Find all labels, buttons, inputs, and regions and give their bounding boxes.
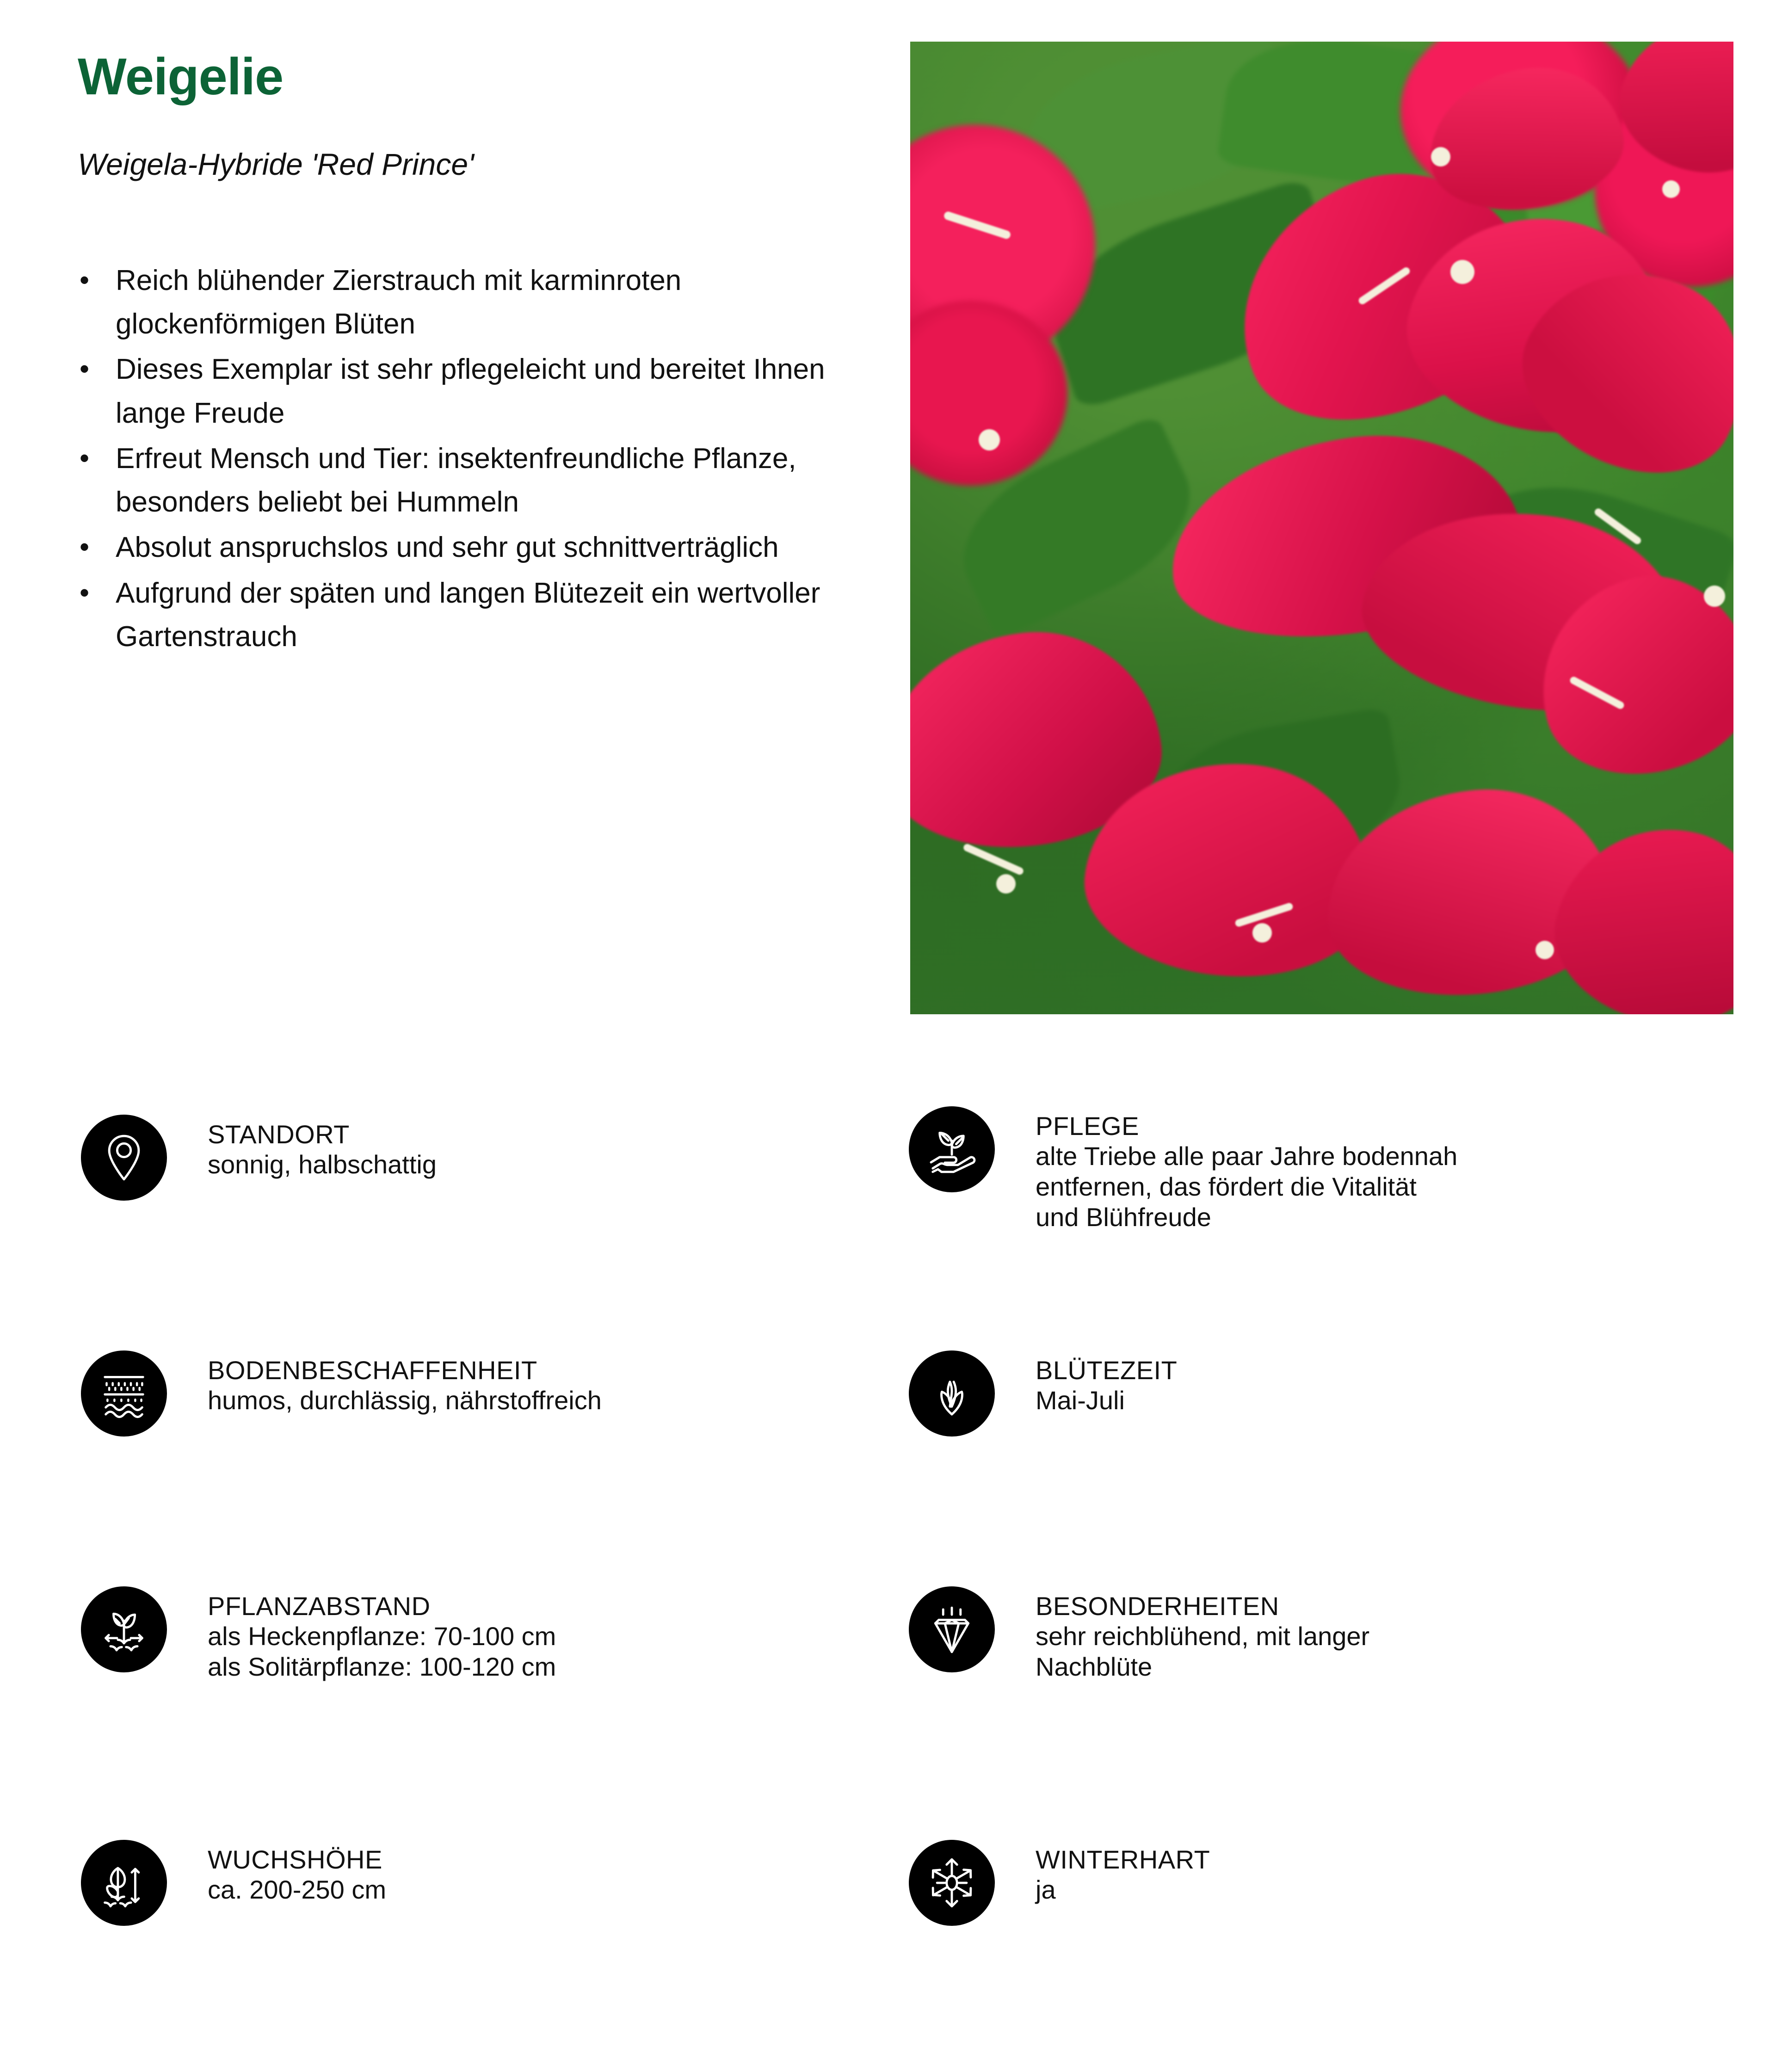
fact-boden bbox=[81, 1350, 602, 1437]
fact-value-line: humos, durchlässig, nährstoffreich bbox=[208, 1385, 602, 1415]
fact-value-line: ja bbox=[1036, 1875, 1056, 1904]
fact-standort bbox=[81, 1115, 437, 1201]
fact-text bbox=[208, 1586, 556, 1682]
fact-text bbox=[208, 1350, 602, 1416]
list-item bbox=[69, 259, 902, 346]
fact-value-line: Nachblüte bbox=[1036, 1652, 1153, 1681]
list-item-text: Absolut anspruchslos und sehr gut schnittverträglich bbox=[116, 531, 779, 564]
fact-text bbox=[1036, 1840, 1210, 1905]
plant-spacing-icon bbox=[81, 1586, 167, 1672]
list-item bbox=[69, 437, 902, 524]
fact-value bbox=[1036, 1385, 1177, 1416]
list-item-text: Dieses Exemplar ist sehr pflegeleicht und bereitet Ihnen lange Freude bbox=[116, 353, 825, 429]
fact-value-line: als Solitärpflanze: 100-120 cm bbox=[208, 1652, 556, 1681]
list-item bbox=[69, 572, 902, 659]
fact-text bbox=[1036, 1586, 1369, 1682]
fact-label: BLÜTEZEIT bbox=[1036, 1356, 1178, 1385]
seedling-in-hand-icon bbox=[909, 1106, 995, 1192]
bullet-marker-icon: • bbox=[80, 353, 90, 385]
fact-label: STANDORT bbox=[208, 1120, 350, 1149]
fact-pflanzabstand bbox=[81, 1586, 556, 1682]
fact-value-line: und Blühfreude bbox=[1036, 1202, 1211, 1232]
fact-value bbox=[208, 1621, 556, 1682]
stamen-dot bbox=[1431, 147, 1450, 166]
fact-label: WUCHSHÖHE bbox=[208, 1845, 382, 1874]
list-item bbox=[69, 348, 902, 435]
fact-value-line: als Heckenpflanze: 70-100 cm bbox=[208, 1621, 556, 1651]
fact-winterhart bbox=[909, 1840, 1210, 1926]
fact-bluetezeit bbox=[909, 1350, 1177, 1437]
fact-label: WINTERHART bbox=[1036, 1845, 1210, 1874]
fact-value bbox=[208, 1875, 386, 1905]
stamen-dot bbox=[1662, 180, 1680, 198]
fact-text bbox=[208, 1840, 386, 1905]
fact-pflege bbox=[909, 1106, 1457, 1233]
bullet-marker-icon: • bbox=[80, 577, 90, 608]
fact-value-line: alte Triebe alle paar Jahre bodennah bbox=[1036, 1141, 1458, 1171]
plant-photo bbox=[910, 42, 1733, 1014]
stamen-dot bbox=[1450, 260, 1474, 284]
fact-label: PFLEGE bbox=[1036, 1111, 1139, 1141]
list-item-text: Reich blühender Zierstrauch mit karminroten glockenförmigen Blüten bbox=[116, 265, 682, 340]
stamen-dot bbox=[1252, 923, 1272, 943]
bullet-marker-icon: • bbox=[80, 265, 90, 296]
location-pin-icon bbox=[81, 1115, 167, 1201]
flower-bloom-icon bbox=[909, 1350, 995, 1437]
fact-value-line: sonnig, halbschattig bbox=[208, 1149, 437, 1179]
fact-text bbox=[208, 1115, 437, 1180]
plant-height-icon bbox=[81, 1840, 167, 1926]
fact-value bbox=[208, 1385, 602, 1416]
fact-besonderheiten bbox=[909, 1586, 1369, 1682]
stamen-dot bbox=[979, 429, 1000, 450]
fact-label: BESONDERHEITEN bbox=[1036, 1591, 1279, 1621]
fact-value-line: entfernen, das fördert die Vitalität bbox=[1036, 1172, 1417, 1201]
fact-value-line: sehr reichblühend, mit langer bbox=[1036, 1621, 1370, 1651]
fact-value-line: Mai-Juli bbox=[1036, 1385, 1125, 1415]
fact-label: BODENBESCHAFFENHEIT bbox=[208, 1356, 537, 1385]
fact-value bbox=[208, 1149, 437, 1180]
list-item-text: Aufgrund der späten und langen Blütezeit ein wertvoller Gartenstrauch bbox=[116, 577, 820, 653]
fact-value-line: ca. 200-250 cm bbox=[208, 1875, 386, 1904]
page-title: Weigelie bbox=[78, 48, 284, 105]
fact-value bbox=[1036, 1875, 1210, 1905]
stamen-dot bbox=[1704, 586, 1725, 607]
soil-layers-icon bbox=[81, 1350, 167, 1437]
list-item-text: Erfreut Mensch und Tier: insektenfreundliche Pflanze, besonders beliebt bei Hummeln bbox=[116, 442, 796, 518]
diamond-gem-icon bbox=[909, 1586, 995, 1672]
stamen-dot bbox=[996, 874, 1016, 894]
fact-value bbox=[1036, 1621, 1369, 1682]
snowflake-icon bbox=[909, 1840, 995, 1926]
bullet-marker-icon: • bbox=[80, 442, 90, 474]
fact-text bbox=[1036, 1106, 1457, 1233]
fact-text bbox=[1036, 1350, 1177, 1416]
list-item bbox=[69, 526, 902, 569]
fact-wuchshoehe bbox=[81, 1840, 386, 1926]
fact-label: PFLANZABSTAND bbox=[208, 1591, 431, 1621]
feature-bullet-list bbox=[69, 259, 902, 660]
botanical-name: Weigela-Hybride 'Red Prince' bbox=[78, 147, 474, 181]
stamen-dot bbox=[1536, 941, 1554, 959]
fact-value bbox=[1036, 1141, 1457, 1233]
bullet-marker-icon: • bbox=[80, 531, 90, 563]
